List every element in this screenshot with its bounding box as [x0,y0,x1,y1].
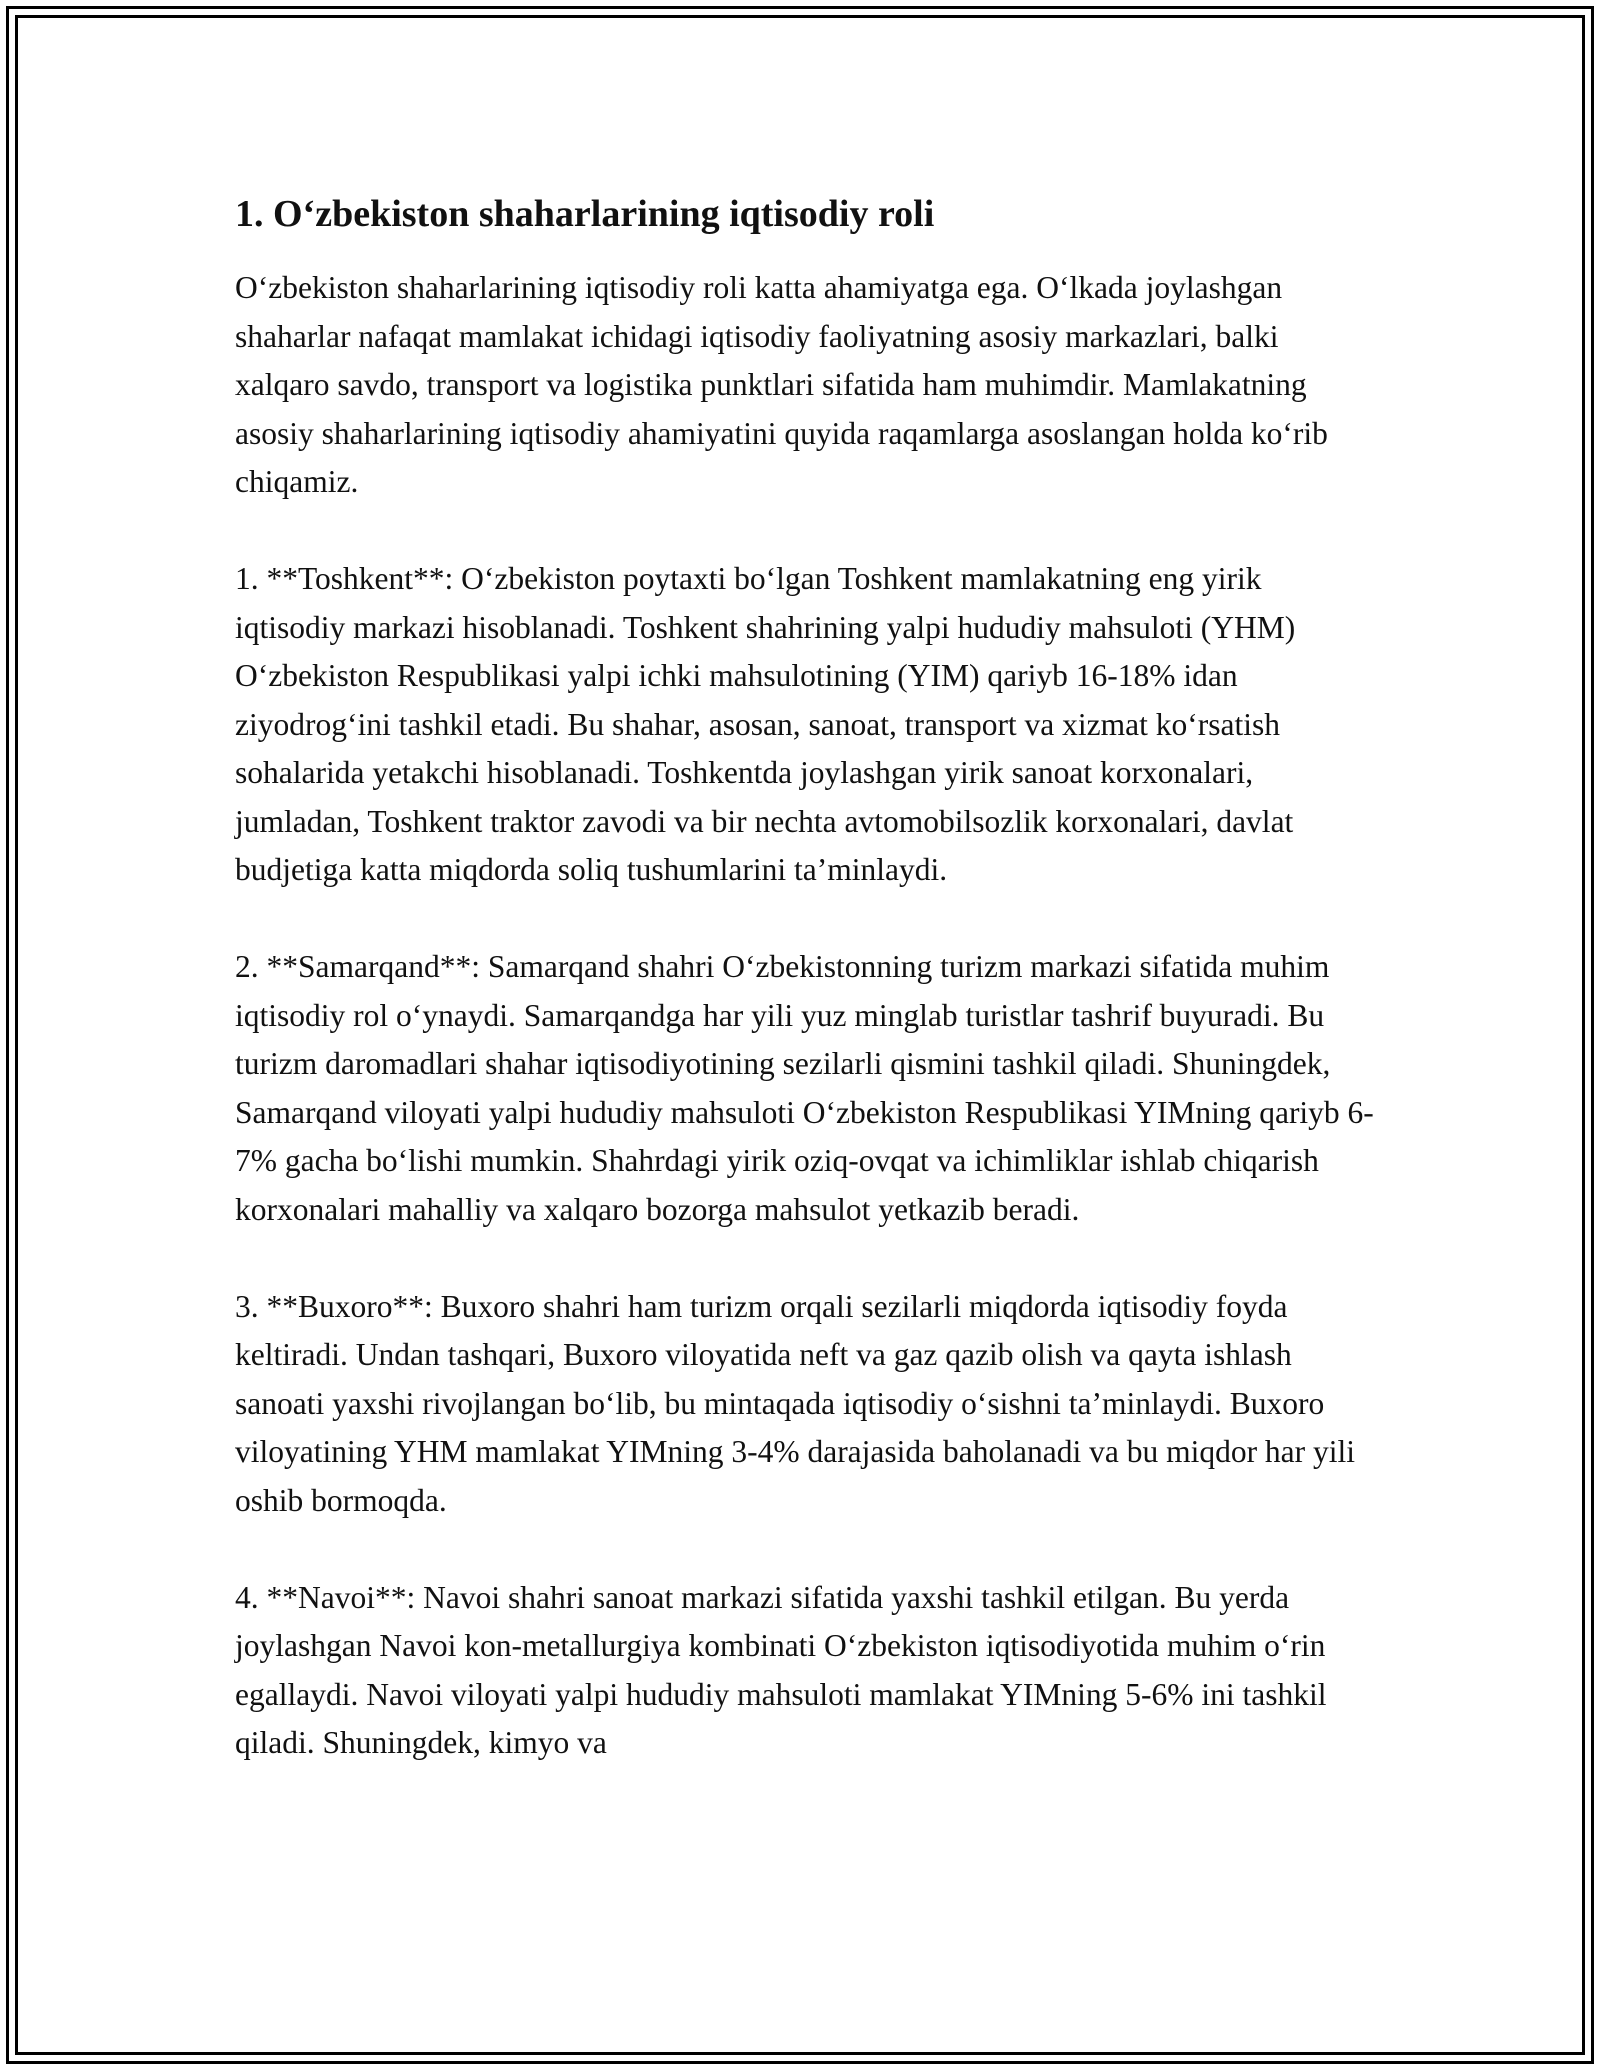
paragraph-samarqand: 2. **Samarqand**: Samarqand shahri O‘zbekistonning turizm markazi sifatida muhim iqtisodiy rol o‘ynaydi. Samarqandga har yili yuz minglab turistlar tashrif buyuradi. Bu turizm daromadlari shahar iqtisodiyotining sezilarli qismini tashkil qiladi. Shuningdek, Samarqand viloyati yalpi hududiy mahsuloti O‘zbekiston Respublikasi YIMning qariyb 6-7% gacha bo‘lishi mumkin. Shahrdagi yirik oziq-ovqat va ichimliklar ishlab chiqarish korxonalari mahalliy va xalqaro bozorga mahsulot yetkazib beradi. [235,949,1374,1227]
paragraph-toshkent: 1. **Toshkent**: O‘zbekiston poytaxti bo‘lgan Toshkent mamlakatning eng yirik iqtisodiy markazi hisoblanadi. Toshkent shahrining yalpi hududiy mahsuloti (YHM) O‘zbekiston Respublikasi yalpi ichki mahsulotining (YIM) qariyb 16-18% idan ziyodrog‘ini tashkil etadi. Bu shahar, asosan, sanoat, transport va xizmat ko‘rsatish sohalarida yetakchi hisoblanadi. Toshkentda joylashgan yirik sanoat korxonalari, jumladan, Toshkent traktor zavodi va bir nechta avtomobilsozlik korxonalari, davlat budjetiga katta miqdorda soliq tushumlarini ta’minlaydi. [235,561,1296,887]
document-body [235,190,1375,1816]
intro-paragraph: O‘zbekiston shaharlarining iqtisodiy roli katta ahamiyatga ega. O‘lkada joylashgan shaharlar nafaqat mamlakat ichidagi iqtisodiy faoliyatning asosiy markazlari, balki xalqaro savdo, transport va logistika punktlari sifatida ham muhimdir. Mamlakatning asosiy shaharlarining iqtisodiy ahamiyatini quyida raqamlarga asoslangan holda ko‘rib chiqamiz. [235,270,1328,499]
section-heading: 1. O‘zbekiston shaharlarining iqtisodiy roli [235,193,935,235]
paragraph-buxoro: 3. **Buxoro**: Buxoro shahri ham turizm orqali sezilarli miqdorda iqtisodiy foyda keltiradi. Undan tashqari, Buxoro viloyatida neft va gaz qazib olish va qayta ishlash sanoati yaxshi rivojlangan bo‘lib, bu mintaqada iqtisodiy o‘sishni ta’minlaydi. Buxoro viloyatining YHM mamlakat YIMning 3-4% darajasida baholanadi va bu miqdor har yili oshib bormoqda. [235,1288,1356,1518]
paragraph-navoi: 4. **Navoi**: Navoi shahri sanoat markazi sifatida yaxshi tashkil etilgan. Bu yerda joylashgan Navoi kon-metallurgiya kombinati O‘zbekiston iqtisodiyotida muhim o‘rin egallaydi. Navoi viloyati yalpi hududiy mahsuloti mamlakat YIMning 5-6% ini tashkil qiladi. Shuningdek, kimyo va [235,1579,1327,1760]
